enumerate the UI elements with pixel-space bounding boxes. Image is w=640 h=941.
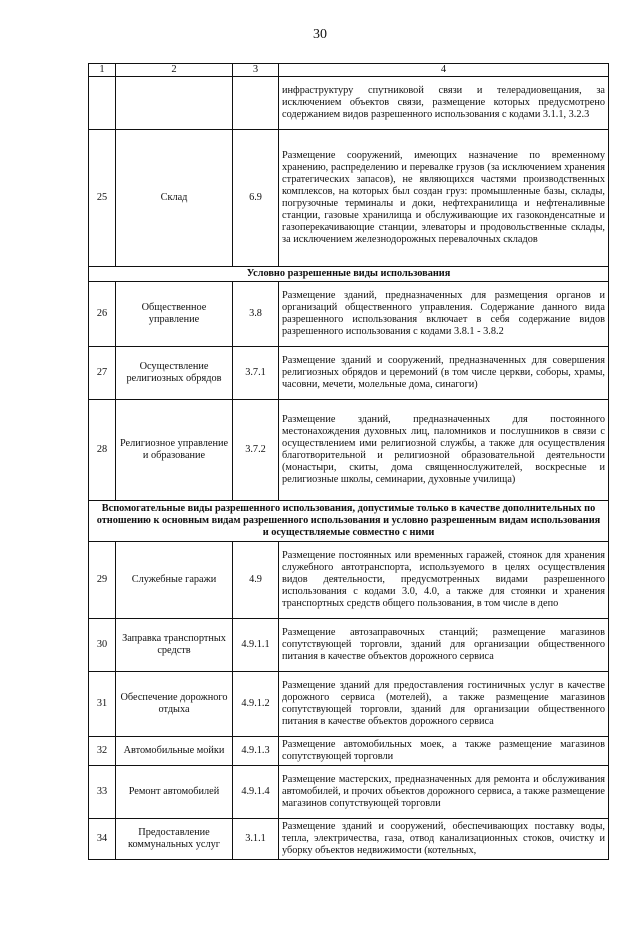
- row-code: 3.7.1: [233, 347, 279, 400]
- row-description: Размещение зданий, предназначенных для размещения органов и организаций общественного управления. Содержание данного вида разрешенного использования включает в себя содержание видов разрешенного использования с кодами 3.8.1 - 3.8.2: [279, 282, 609, 347]
- row-code: 4.9.1.3: [233, 737, 279, 766]
- table-row-continuation: [89, 77, 609, 130]
- row-code: 4.9.1.2: [233, 672, 279, 737]
- row-description: Размещение автозаправочных станций; размещение магазинов сопутствующей торговли, зданий для организации общественного питания в качестве объектов дорожного сервиса: [279, 619, 609, 672]
- row-use-name: Заправка транспортных средств: [116, 619, 233, 672]
- row-description: Размещение зданий и сооружений, обеспечивающих поставку воды, тепла, электричества, газа, отвод канализационных стоков, очистку и уборку объектов недвижимости (котельных,: [279, 819, 609, 860]
- row-use-name: Служебные гаражи: [116, 542, 233, 619]
- row-description: Размещение мастерских, предназначенных для ремонта и обслуживания автомобилей, и прочих объектов дорожного сервиса, а также размещение магазинов сопутствующей торговли: [279, 766, 609, 819]
- row-number: 27: [89, 347, 116, 400]
- row-use-name: Общественное управление: [116, 282, 233, 347]
- table-header-row: [89, 64, 609, 77]
- row-code: 3.1.1: [233, 819, 279, 860]
- header-col-2: 2: [116, 64, 233, 77]
- row-code: 6.9: [233, 130, 279, 267]
- table-row: [89, 347, 609, 400]
- table-row: [89, 737, 609, 766]
- row-description: Размещение сооружений, имеющих назначение по временному хранению, распределению и перевалке грузов (за исключением хранения стратегических запасов), не являющихся частями производственных комплексов, на которых был создан груз: промышленные базы, склады, погрузочные терминалы и доки, нефтехранилища и нефтеналивные станции, газовые хранилища и обслуживающие их газоконденсатные и газоперекачивающие станции, элеваторы и продовольственные склады, за исключением железнодорожных перевалочных складов: [279, 130, 609, 267]
- row-description: Размещение постоянных или временных гаражей, стоянок для хранения служебного автотранспорта, используемого в целях осуществления видов деятельности, предусмотренных видами разрешенного использования с кодами 3.0, 4.0, а также для стоянки и хранения транспортных средств общего пользования, в том числе в депо: [279, 542, 609, 619]
- table-row: [89, 766, 609, 819]
- table-row: [89, 130, 609, 267]
- row-number: 26: [89, 282, 116, 347]
- table-row: [89, 282, 609, 347]
- row-number: 25: [89, 130, 116, 267]
- row-code: 3.7.2: [233, 400, 279, 501]
- table-row: [89, 619, 609, 672]
- table-row: [89, 819, 609, 860]
- row-use-name: Автомобильные мойки: [116, 737, 233, 766]
- row-code: 4.9: [233, 542, 279, 619]
- row-number: 34: [89, 819, 116, 860]
- row-use-name: Предоставление коммунальных услуг: [116, 819, 233, 860]
- row-description: Размещение зданий для предоставления гостиничных услуг в качестве дорожного сервиса (мотелей), а также размещение магазинов сопутствующей торговли, зданий для организации общественного питания в качестве объектов дорожного сервиса: [279, 672, 609, 737]
- section-header-auxiliary: [89, 501, 609, 542]
- row-use-name: Обеспечение дорожного отдыха: [116, 672, 233, 737]
- row-description: инфраструктуру спутниковой связи и телерадиовещания, за исключением объектов связи, размещение которых предусмотрено содержанием видов разрешенного использования с кодами 3.1.1, 3.2.3: [279, 77, 609, 130]
- page-number: 30: [313, 27, 327, 42]
- row-number: 33: [89, 766, 116, 819]
- table-row: [89, 672, 609, 737]
- row-number: 31: [89, 672, 116, 737]
- row-use-name: Религиозное управление и образование: [116, 400, 233, 501]
- row-number: 29: [89, 542, 116, 619]
- row-code: 3.8: [233, 282, 279, 347]
- row-number: 32: [89, 737, 116, 766]
- row-description: Размещение зданий, предназначенных для постоянного местонахождения духовных лиц, паломников и послушников в связи с осуществлением ими религиозной службы, а также для осуществления благотворительной и религиозной образовательной деятельности (монастыри, скиты, дома священнослужителей, воскресные и религиозные школы, семинарии, духовные училища): [279, 400, 609, 501]
- row-code: 4.9.1.1: [233, 619, 279, 672]
- header-col-4: 4: [279, 64, 609, 77]
- table-row: [89, 400, 609, 501]
- row-use-name: Осуществление религиозных обрядов: [116, 347, 233, 400]
- table-row: [89, 542, 609, 619]
- row-number: 28: [89, 400, 116, 501]
- section-title: Условно разрешенные виды использования: [89, 267, 609, 282]
- row-code: 4.9.1.4: [233, 766, 279, 819]
- row-description: Размещение автомобильных моек, а также размещение магазинов сопутствующей торговли: [279, 737, 609, 766]
- header-col-1: 1: [89, 64, 116, 77]
- land-use-table: [88, 63, 609, 860]
- row-number: 30: [89, 619, 116, 672]
- section-header-conditional: [89, 267, 609, 282]
- row-use-name: Ремонт автомобилей: [116, 766, 233, 819]
- section-title: Вспомогательные виды разрешенного использования, допустимые только в качестве дополнительных по отношению к основным видам разрешенного использования и условно разрешенным видам использования и осуществляемые совместно с ними: [89, 501, 609, 542]
- row-description: Размещение зданий и сооружений, предназначенных для совершения религиозных обрядов и церемоний (в том числе церкви, соборы, храмы, часовни, мечети, молельные дома, синагоги): [279, 347, 609, 400]
- row-use-name: Склад: [116, 130, 233, 267]
- header-col-3: 3: [233, 64, 279, 77]
